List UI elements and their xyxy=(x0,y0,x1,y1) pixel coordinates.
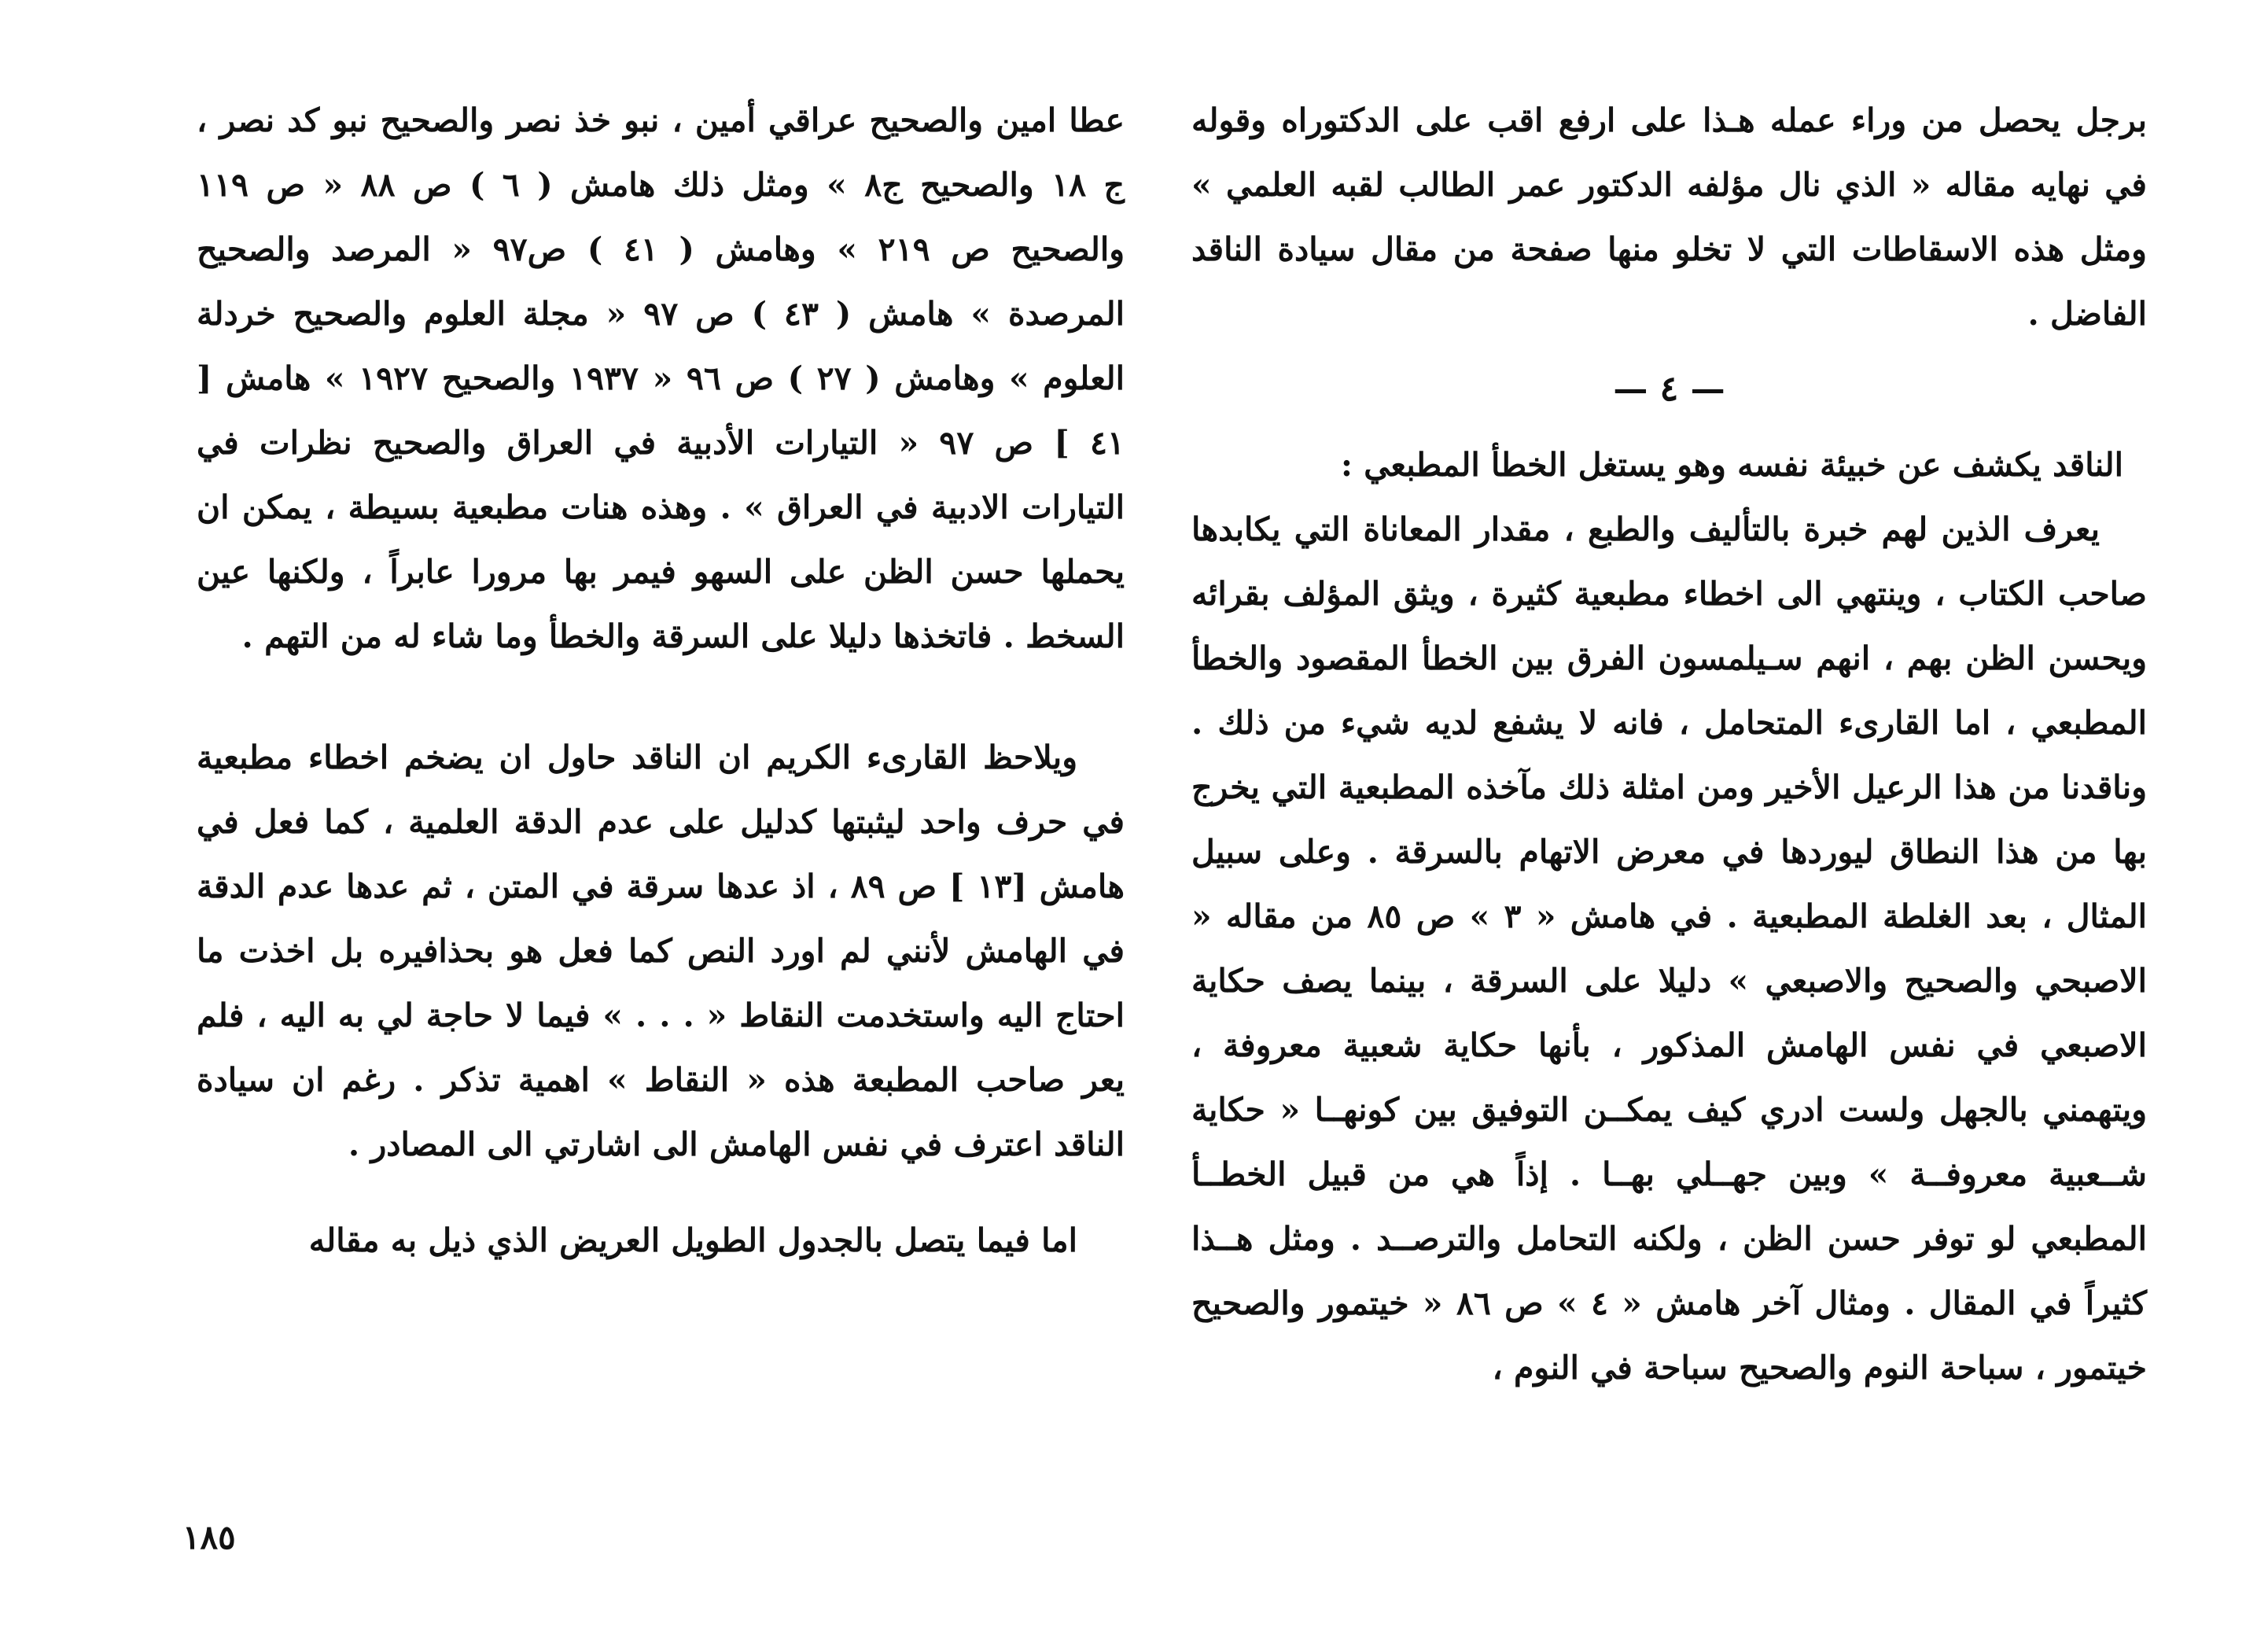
left-paragraph-2: ويلاحظ القارىء الكريم ان الناقد حاول ان يضخم اخطاء مطبعية في حرف واحد ليثبتها كدليل على عدم الدقة العلمية ، كما فعل في هامش [١٣ ] ص ٨٩ ، اذ عدها سرقة في المتن ، ثم عدها عدم الدقة في الهامش لأنني لم اورد النص كما فعل هو بحذافيره بل اخذت ما احتاج اليه واستخدمت النقاط « . . . » فيما لا حاجة لي به اليه ، فلم يعر صاحب المطبعة هذه « النقاط » اهمية تذكر . رغم ان سيادة الناقد اعترف في نفس الهامش الى اشارتي الى المصادر . xyxy=(197,739,1125,1163)
right-paragraph-2: يعرف الذين لهم خبرة بالتأليف والطبع ، مقدار المعاناة التي يكابدها صاحب الكتاب ، وينتهي الى اخطاء مطبعية كثيرة ، ويثق المؤلف بقرائه ويحسن الظن بهم ، انهم سـيلمسون الفرق بين الخطأ المقصود والخطأ المطبعي ، اما القارىء المتحامل ، فانه لا يشفع لديه شيء من ذلك . وناقدنا من هذا الرعيل الأخير ومن امثلة ذلك مآخذه المطبعية التي يخرج بها من هذا النطاق ليوردها في معرض الاتهام بالسرقة . وعلى سبيل المثال ، بعد الغلطة المطبعية . في هامش « ٣ » ص ٨٥ من مقاله « الاصبحي والصحيح والاصبعي » دليلا على السرقة ، بينما يصف حكاية الاصبعي في نفس الهامش المذكور ، بأنها حكاية شعبية معروفة ، ويتهمني بالجهل ولست ادري كيف يمكــن التوفيق بين كونهــا « حكاية شــعبية معروفــة » وبين جهــلي بهــا . إذاً هي من قبيل الخطــأ المطبعي لو توفر حسن الظن ، ولكنه التحامل والترصــد . ومثل هــذا كثيراً في المقال . ومثال آخر هامش « ٤ » ص ٨٦ « خيتمور والصحيح خيتمور ، سباحة النوم والصحيح سباحة في النوم ، xyxy=(1191,510,2148,1387)
left-page-column xyxy=(197,88,1125,1273)
left-paragraph-1: عطا امين والصحيح عراقي أمين ، نبو خذ نصر والصحيح نبو كد نصر ، ج ١٨ والصحيح ج٨ » ومثل ذلك هامش ( ٦ ) ص ٨٨ « ص ١١٩ والصحيح ص ٢١٩ » وهامش ( ٤١ ) ص٩٧ « المرصد والصحيح المرصدة » هامش ( ٤٣ ) ص ٩٧ « مجلة العلوم والصحيح خردلة العلوم » وهامش ( ٢٧ ) ص ٩٦ « ١٩٣٧ والصحيح ١٩٢٧ » هامش [ ٤١ ] ص ٩٧ « التيارات الأدبية في العراق والصحيح نظرات في التيارات الادبية في العراق » . وهذه هنات مطبعية بسيطة ، يمكن ان يحملها حسن الظن على السهو فيمر بها مرورا عابراً ، ولكنها عين السخط . فاتخذها دليلا على السرقة والخطأ وما شاء له من التهم . xyxy=(197,101,1125,655)
page-number: ١٨٥ xyxy=(182,1518,236,1557)
right-page-column xyxy=(1191,88,2147,1400)
right-paragraph-1: برجل يحصل من وراء عمله هـذا على ارفع اقب على الدكتوراه وقوله في نهايه مقاله « الذي نال مؤلفه الدكتور عمر الطالب لقبه العلمي » ومثل هذه الاسقاطات التي لا تخلو منها صفحة من مقال سيادة الناقد الفاضل . xyxy=(1191,101,2147,333)
left-paragraph-3: اما فيما يتصل بالجدول الطويل العريض الذي ذيل به مقاله xyxy=(308,1221,1077,1259)
section-title: الناقد يكشف عن خبيئة نفسه وهو يستغل الخطأ المطبعي : xyxy=(1340,446,2123,484)
section-number: — ٤ — xyxy=(1613,369,1725,409)
